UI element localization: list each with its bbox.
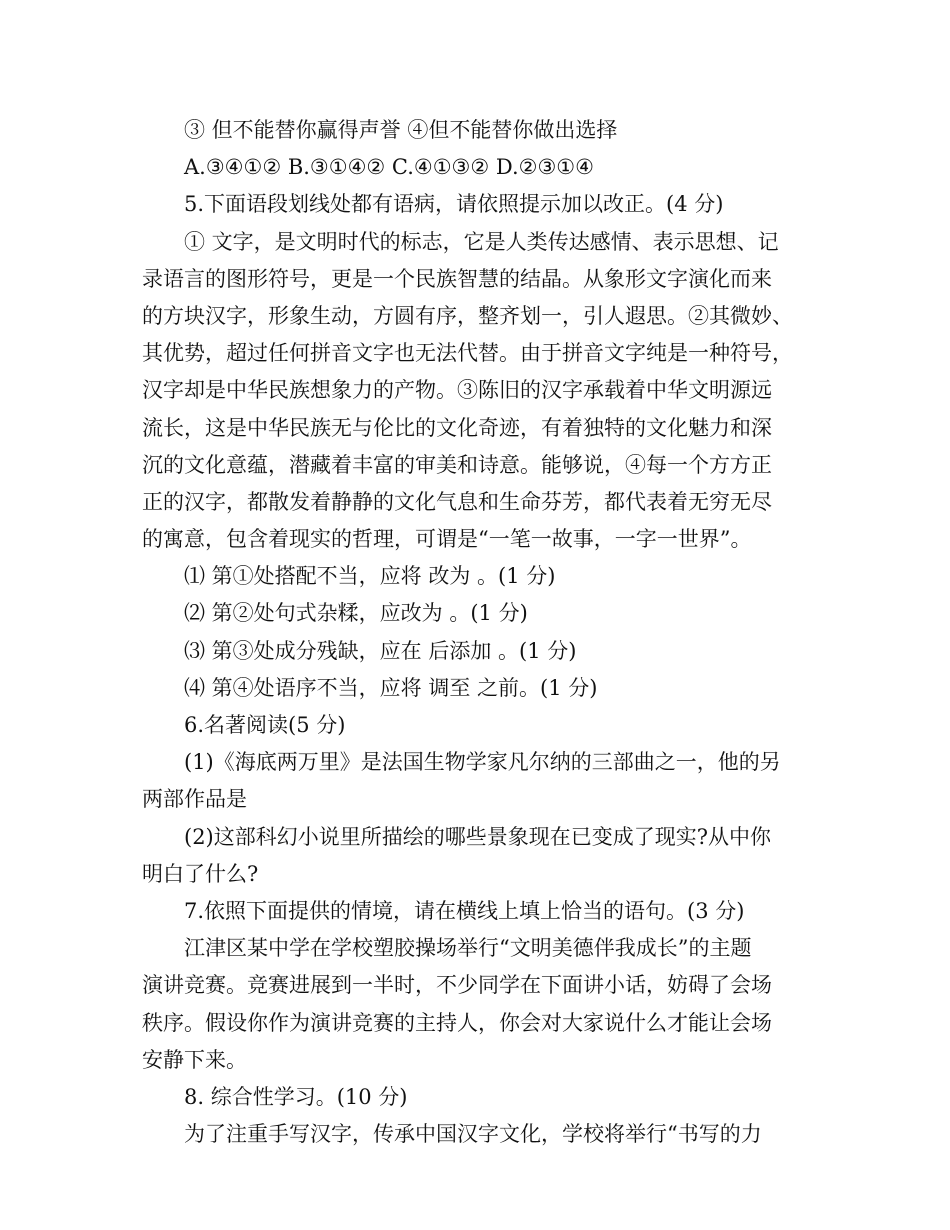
text-line: 7.依照下面提供的情境，请在横线上填上恰当的语句。(3 分) (184, 898, 745, 923)
text-line: ⑵ 第②处句式杂糅，应改为 。(1 分) (184, 601, 528, 626)
text-line: 的寓意，包含着现实的哲理，可谓是“一笔一故事，一字一世界”。 (142, 527, 752, 552)
text-line: ③ 但不能替你赢得声誉 ④但不能替你做出选择 (184, 118, 618, 142)
text-line: 8. 综合性学习。(10 分) (184, 1084, 408, 1109)
document-body (142, 112, 814, 1153)
text-line: 江津区某中学在学校塑胶操场举行“文明美德伴我成长”的主题 (184, 936, 752, 961)
text-line: 的方块汉字，形象生动，方圆有序，整齐划一，引人遐思。②其微妙、 (142, 303, 793, 328)
text-line: ① 文字，是文明时代的标志，它是人类传达感情、表示思想、记 (184, 229, 779, 254)
text-line: (2)这部科幻小说里所描绘的哪些景象现在已变成了现实?从中你 (184, 824, 772, 849)
text-line: 5.下面语段划线处都有语病，请依照提示加以改正。(4 分) (184, 192, 724, 217)
text-line: 录语言的图形符号，更是一个民族智慧的结晶。从象形文字演化而来 (142, 266, 772, 291)
text-line: A.③④①② B.③①④② C.④①③② D.②③①④ (184, 155, 594, 180)
text-line: 两部作品是 (142, 787, 247, 812)
text-line: 明白了什么? (142, 861, 259, 886)
text-line: ⑷ 第④处语序不当，应将 调至 之前。(1 分) (184, 675, 598, 700)
text-line: 其优势，超过任何拼音文字也无法代替。由于拼音文字纯是一种符号， (142, 341, 793, 366)
text-line: ⑶ 第③处成分残缺，应在 后添加 。(1 分) (184, 638, 577, 663)
text-line: 6.名著阅读(5 分) (184, 713, 346, 737)
text-line: 汉字却是中华民族想象力的产物。③陈旧的汉字承载着中华文明源远 (142, 378, 772, 403)
text-line: 演讲竞赛。竞赛进展到一半时，不少同学在下面讲小话，妨碍了会场 (142, 973, 772, 998)
text-line: ⑴ 第①处搭配不当，应将 改为 。(1 分) (184, 564, 556, 589)
text-line: (1)《海底两万里》是法国生物学家凡尔纳的三部曲之一，他的另 (184, 750, 781, 775)
text-line: 为了注重手写汉字，传承中国汉字文化，学校将举行“书写的力 (184, 1122, 762, 1147)
text-line: 安静下来。 (142, 1047, 247, 1072)
text-line: 秩序。假设你作为演讲竞赛的主持人，你会对大家说什么才能让会场 (142, 1010, 772, 1035)
text-line: 正的汉字，都散发着静静的文化气息和生命芬芳，都代表着无穷无尽 (142, 489, 772, 514)
text-line: 流长，这是中华民族无与伦比的文化奇迹，有着独特的文化魅力和深 (142, 415, 772, 440)
text-line: 沉的文化意蕴，潜藏着丰富的审美和诗意。能够说，④每一个方方正 (142, 452, 772, 477)
